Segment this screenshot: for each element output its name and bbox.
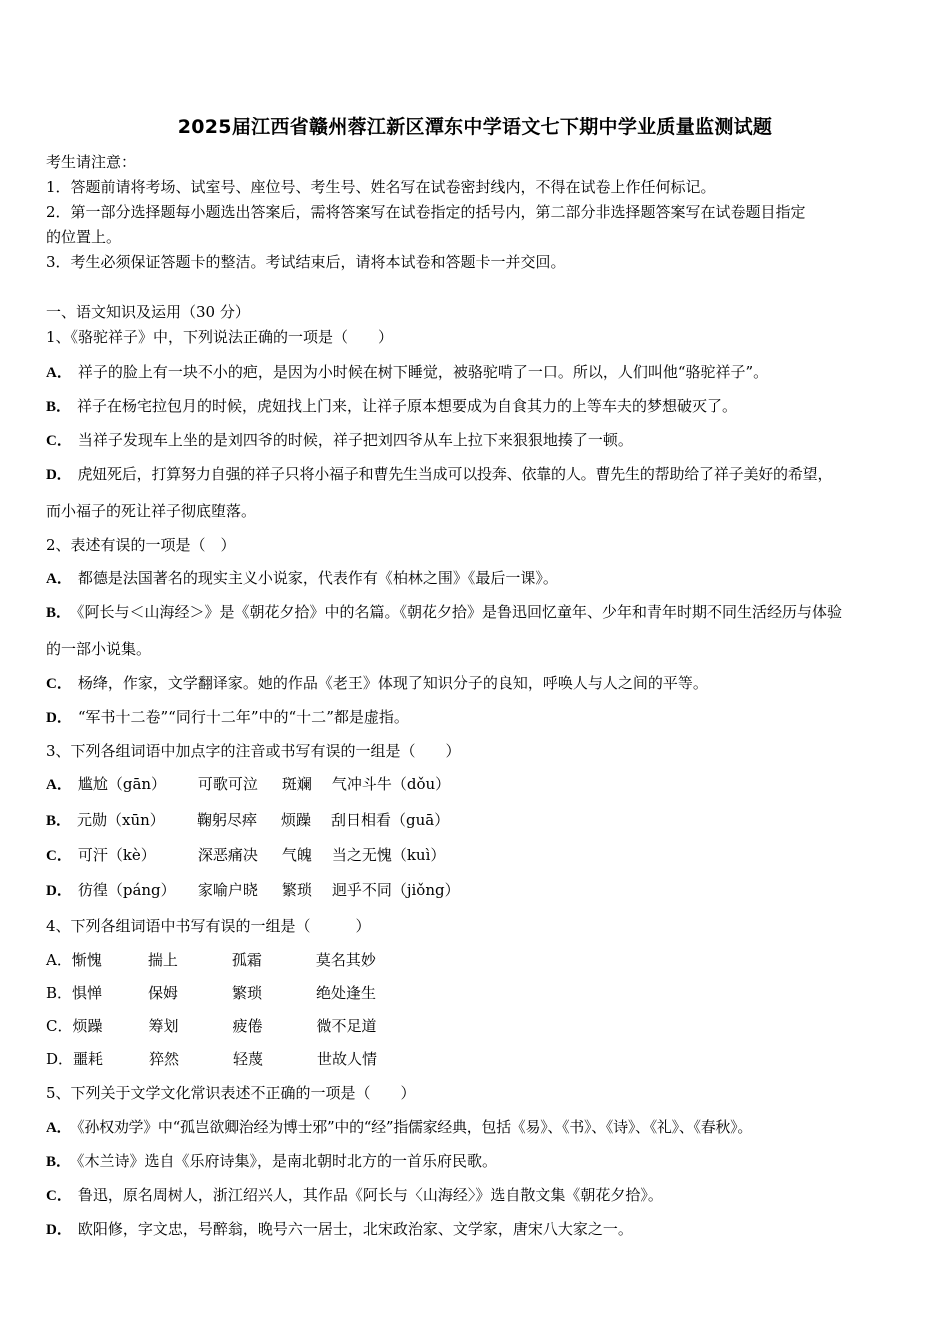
word: 鞠躬尽瘁 [197,811,258,829]
option-label: A． [46,365,72,381]
word: 繁琐 [281,881,312,899]
option-label: B． [46,813,72,829]
word: 烦躁 [72,1017,103,1035]
word: 气魄 [281,846,312,864]
word: 彷徨（páng） [77,881,176,899]
word: 莫名其妙 [315,951,376,969]
question-4-stem: 4、下列各组词语中书写有误的一组是（ ） [46,917,371,935]
option-label: D． [46,467,72,483]
option-text: “军书十二卷”“同行十二年”中的“十二”都是虚指。 [77,708,409,726]
question-3-option-b [46,810,449,831]
option-label: A． [46,571,72,587]
option-text: 《阿长与＜山海经＞》是《朝花夕拾》中的名篇。《朝花夕拾》是鲁迅回忆童年、少年和青年时期不同生活经历与体验 [77,603,843,621]
option-label: C． [46,1017,73,1035]
option-label: A． [46,951,72,969]
question-4-option-d [46,1049,377,1069]
notice-item-2: 2．第一部分选择题每小题选出答案后，需将答案写在试卷指定的括号内，第二部分非选择题答案写在试卷题目指定 [46,203,806,221]
option-label: D． [46,710,72,726]
notice-item-2-cont: 的位置上。 [46,228,122,246]
question-3-option-c [46,845,445,866]
word: 刮日相看（guā） [331,811,450,829]
notice-item-1: 1．答题前请将考场、试室号、座位号、考生号、姓名写在试卷密封线内，不得在试卷上作任何标记。 [46,178,716,196]
question-5-option-c [46,1185,663,1206]
word: 疲倦 [232,1017,263,1035]
word: 微不足道 [316,1017,377,1035]
option-label: B． [46,605,72,621]
option-text: 祥子在杨宅拉包月的时候，虎妞找上门来，让祥子原本想要成为自食其力的上等车夫的梦想破灭了。 [77,397,738,415]
option-text: 《木兰诗》选自《乐府诗集》，是南北朝时北方的一首乐府民歌。 [77,1152,498,1170]
word: 保姆 [148,984,179,1002]
page-title: 2025届江西省赣州蓉江新区潭东中学语文七下期中学业质量监测试题 [177,116,773,138]
question-1-option-d [46,464,832,485]
option-label: B． [46,1154,72,1170]
word: 揣上 [147,951,178,969]
word: 筹划 [148,1017,179,1035]
question-2-option-a [46,568,558,589]
word: 噩耗 [73,1050,104,1068]
question-1-option-d-cont: 而小福子的死让祥子彻底堕落。 [46,502,257,520]
question-2-option-c [46,673,708,694]
word: 惭愧 [71,951,102,969]
option-text: 祥子的脸上有一块不小的疤，是因为小时候在树下睡觉，被骆驼啃了一口。所以，人们叫他“骆驼祥子”。 [77,363,769,381]
notice-heading: 考生请注意： [46,153,137,171]
word: 孤霜 [231,951,262,969]
option-text: 杨绛，作家，文学翻译家。她的作品《老王》体现了知识分子的良知，呼唤人与人之间的平等。 [77,674,708,692]
word: 当之无愧（kuì） [331,846,446,864]
option-label: C． [46,676,72,692]
option-label: A． [46,1120,72,1136]
option-label: D． [46,1222,72,1238]
question-1-option-b [46,396,737,417]
question-2-option-b [46,602,842,623]
option-label: D． [46,1050,74,1068]
option-text: 当祥子发现车上坐的是刘四爷的时候，祥子把刘四爷从车上拉下来狠狠地揍了一顿。 [77,431,633,449]
question-2-option-b-cont: 的一部小说集。 [46,640,152,658]
question-5-option-d [46,1219,633,1240]
word: 气冲斗牛（dǒu） [331,775,451,793]
option-label: D． [46,883,72,899]
word: 元勋（xūn） [77,811,165,829]
question-4-option-a [46,950,376,970]
option-text: 虎妞死后，打算努力自强的祥子只将小福子和曹先生当成可以投奔、依靠的人。曹先生的帮助给了祥子美好的希望， [77,465,833,483]
question-5-option-b [46,1151,497,1172]
question-4-option-c [46,1016,377,1036]
option-text: 鲁迅，原名周树人，浙江绍兴人，其作品《阿长与〈山海经〉》选自散文集《朝花夕拾》。 [77,1186,663,1204]
question-2-option-d [46,707,409,728]
word: 惧惮 [72,984,103,1002]
section-heading: 一、语文知识及运用（30 分） [46,303,250,321]
word: 深恶痛决 [197,846,258,864]
word: 轻蔑 [233,1050,264,1068]
option-label: B． [46,399,72,415]
notice-item-3: 3．考生必须保证答题卡的整洁。考试结束后，请将本试卷和答题卡一并交回。 [46,253,566,271]
word: 迥乎不同（jiǒng） [331,881,460,899]
option-text: 欧阳修，字文忠，号醉翁，晚号六一居士，北宋政治家、文学家，唐宋八大家之一。 [77,1220,633,1238]
question-1-option-a [46,362,768,383]
question-3-option-a [46,774,450,795]
option-label: C． [46,1188,72,1204]
word: 猝然 [149,1050,180,1068]
question-1-option-c [46,430,633,451]
word: 尴尬（gān） [77,775,167,793]
word: 烦躁 [281,811,312,829]
word: 可汗（kè） [77,846,156,864]
word: 斑斓 [281,775,312,793]
question-5-stem: 5、下列关于文学文化常识表述不正确的一项是（ ） [46,1084,416,1102]
question-3-option-d [46,880,460,901]
option-label: C． [46,848,72,864]
word: 世故人情 [317,1050,378,1068]
word: 家喻户晓 [197,881,258,899]
question-1-stem: 1、《骆驼祥子》中，下列说法正确的一项是（ ） [46,328,394,346]
question-5-option-a [46,1117,752,1138]
question-2-stem: 2、表述有误的一项是（ ） [46,536,236,554]
word: 绝处逢生 [316,984,377,1002]
word: 繁琐 [232,984,263,1002]
option-label: A． [46,777,72,793]
option-text: 《孙权劝学》中“孤岂欲卿治经为博士邪”中的“经”指儒家经典，包括《易》、《书》、《诗》、《礼》、《春秋》。 [77,1118,753,1136]
option-label: B． [46,984,73,1002]
word: 可歌可泣 [197,775,258,793]
option-text: 都德是法国著名的现实主义小说家，代表作有《柏林之围》《最后一课》。 [77,569,558,587]
question-3-stem: 3、下列各组词语中加点字的注音或书写有误的一组是（ ） [46,742,461,760]
option-label: C． [46,433,72,449]
question-4-option-b [46,983,376,1003]
